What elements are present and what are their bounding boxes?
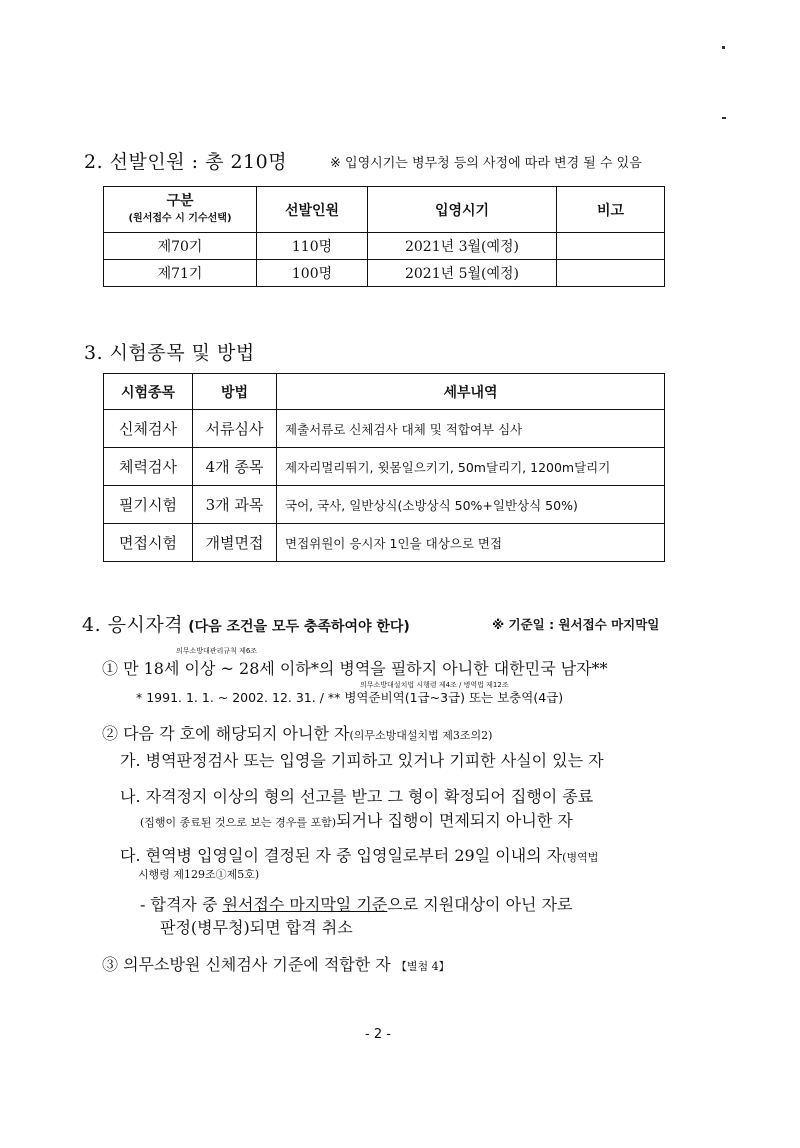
item1-superscript: 의무소방대관리규칙 제6조 bbox=[176, 647, 258, 655]
header-detail: 세부내역 bbox=[277, 374, 665, 410]
item2-na-line2: (집행이 종료된 것으로 보는 경우를 포함)되거나 집행이 면제되지 아니한 자 bbox=[140, 811, 573, 830]
item1-superscript2: 의무소방대설치법 시행령 제4조 / 병역법 제12조 bbox=[360, 681, 509, 689]
term-cell: 제70기 bbox=[104, 233, 257, 260]
table-row bbox=[104, 448, 665, 486]
term-cell: 제71기 bbox=[104, 260, 257, 287]
page-number: - 2 - bbox=[365, 1027, 391, 1042]
method-cell: 서류심사 bbox=[193, 410, 277, 448]
header-count: 선발인원 bbox=[257, 187, 368, 233]
item2-na-line1: 나. 자격정지 이상의 형의 선고를 받고 그 형이 확정되어 집행이 종료 bbox=[120, 787, 594, 806]
method-cell: 4개 종목 bbox=[193, 448, 277, 486]
date-cell: 2021년 3월(예정) bbox=[368, 233, 557, 260]
item-cell: 체력검사 bbox=[104, 448, 193, 486]
detail-cell: 제출서류로 신체검사 대체 및 적합여부 심사 bbox=[277, 410, 665, 448]
section4-heading: 4. 응시자격 (다음 조건을 모두 충족하여야 한다) bbox=[82, 614, 410, 636]
header-date: 입영시기 bbox=[368, 187, 557, 233]
date-cell: 2021년 5월(예정) bbox=[368, 260, 557, 287]
section4-note: ※ 기준일 : 원서접수 마지막일 bbox=[492, 617, 660, 632]
exam-table bbox=[103, 373, 665, 562]
item-cell: 필기시험 bbox=[104, 486, 193, 524]
detail-cell: 국어, 국사, 일반상식(소방상식 50%+일반상식 50%) bbox=[277, 486, 665, 524]
count-cell: 110명 bbox=[257, 233, 368, 260]
detail-cell: 면접위원이 응시자 1인을 대상으로 면접 bbox=[277, 524, 665, 562]
item1-footnote: * 1991. 1. 1. ~ 2002. 12. 31. / ** 병역준비역(1급~3급) 또는 보충역(4급) bbox=[136, 690, 564, 705]
remark-cell bbox=[557, 233, 665, 260]
table-row bbox=[104, 486, 665, 524]
item-cell: 면접시험 bbox=[104, 524, 193, 562]
section3-heading: 3. 시험종목 및 방법 bbox=[84, 342, 255, 364]
detail-cell: 제자리멀리뛰기, 윗몸일으키기, 50m달리기, 1200m달리기 bbox=[277, 448, 665, 486]
item-cell: 신체검사 bbox=[104, 410, 193, 448]
item1-text: ① 만 18세 이상 ~ 28세 이하*의 병역을 필하지 아니한 대한민국 남자** bbox=[102, 659, 608, 678]
table-row bbox=[104, 524, 665, 562]
section2-heading: 2. 선발인원 : 총 210명 bbox=[84, 151, 288, 173]
item2-dash-line1: - 합격자 중 원서접수 마지막일 기준으로 지원대상이 아닌 자로 bbox=[140, 895, 573, 914]
item2: ② 다음 각 호에 해당되지 아니한 자(의무소방대설치법 제3조의2) bbox=[102, 724, 493, 743]
header-term: 구분 (원서접수 시 기수선택) bbox=[104, 187, 257, 233]
scan-mark bbox=[722, 46, 725, 49]
header-item: 시험종목 bbox=[104, 374, 193, 410]
method-cell: 개별면접 bbox=[193, 524, 277, 562]
section2-note: ※ 입영시기는 병무청 등의 사정에 따라 변경 될 수 있음 bbox=[330, 156, 642, 171]
scan-mark bbox=[722, 117, 726, 119]
item3: ③ 의무소방원 신체검사 기준에 적합한 자 【별첨 4】 bbox=[102, 955, 450, 974]
method-cell: 3개 과목 bbox=[193, 486, 277, 524]
header-method: 방법 bbox=[193, 374, 277, 410]
table-row bbox=[104, 233, 665, 260]
item2-ga: 가. 병역판정검사 또는 입영을 기피하고 있거나 기피한 사실이 있는 자 bbox=[120, 751, 604, 770]
count-cell: 100명 bbox=[257, 260, 368, 287]
remark-cell bbox=[557, 260, 665, 287]
table-row bbox=[104, 260, 665, 287]
item2-da-line1: 다. 현역병 입영일이 결정된 자 중 입영일로부터 29일 이내의 자(병역법 bbox=[120, 846, 599, 865]
header-remark: 비고 bbox=[557, 187, 665, 233]
item2-dash-line2: 판정(병무청)되면 합격 취소 bbox=[160, 918, 353, 937]
selection-table bbox=[103, 186, 665, 287]
item2-da-ref: 시행령 제129조①제5호) bbox=[138, 868, 260, 881]
table-row bbox=[104, 410, 665, 448]
